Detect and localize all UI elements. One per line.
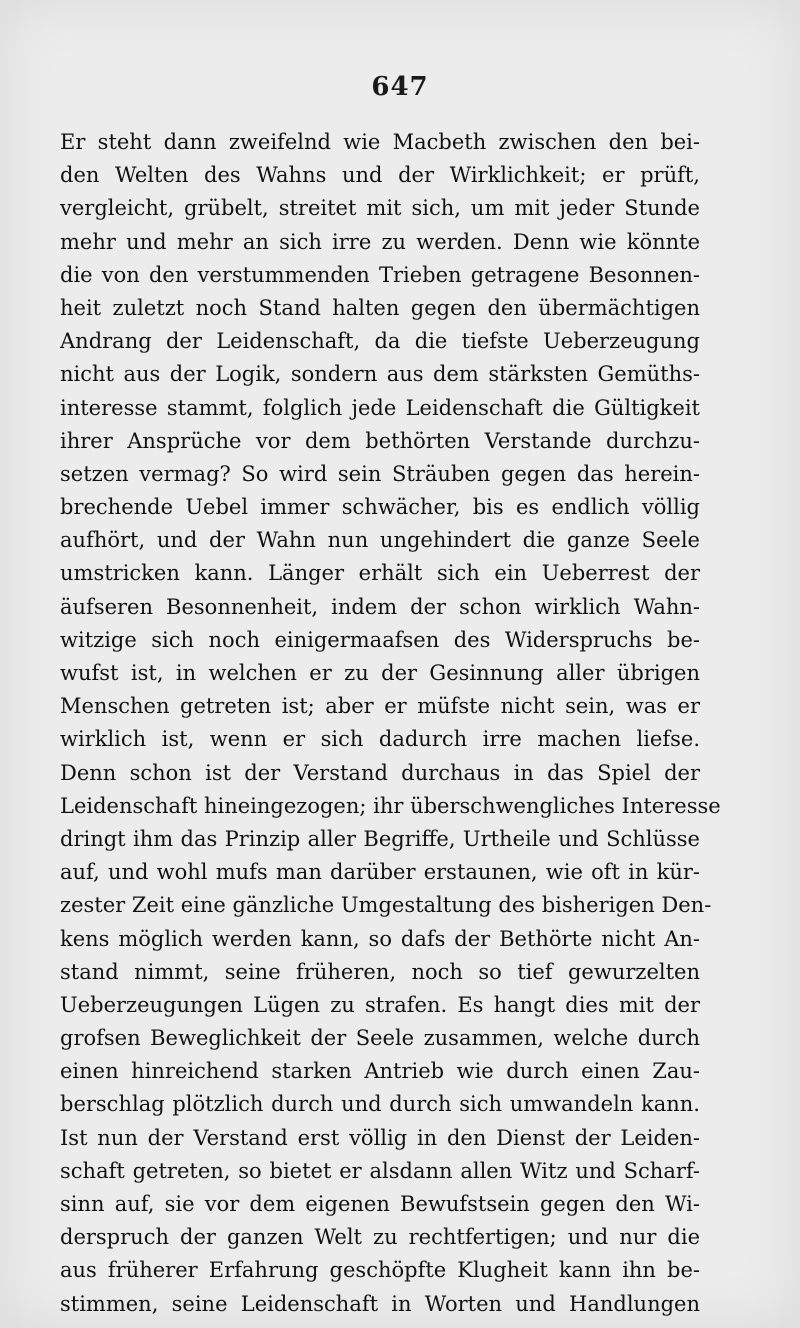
text-line: sinn auf, sie vor dem eigenen Bewufstsein gegen den Wi-: [60, 1192, 700, 1216]
text-line: derspruch der ganzen Welt zu rechtfertigen; und nur die: [60, 1225, 700, 1250]
text-line: wufst ist, in welchen er zu der Gesinnung aller übrigen: [60, 661, 700, 685]
text-line: auf, und wohl mufs man darüber erstaunen, wie oft in kür-: [60, 860, 700, 885]
text-line: Menschen getreten ist; aber er müfste nicht sein, was er: [60, 694, 700, 719]
text-line: ihrer Ansprüche vor dem bethörten Verstande durchzu-: [60, 428, 700, 453]
text-line: umstricken kann. Länger erhält sich ein Ueberrest der: [60, 561, 700, 586]
text-line: Andrang der Leidenschaft, da die tiefste Ueberzeugung: [60, 329, 700, 354]
text-line: brechende Uebel immer schwächer, bis es endlich völlig: [60, 495, 700, 520]
text-line: grofsen Beweglichkeit der Seele zusammen, welche durch: [60, 1026, 700, 1051]
text-line: äufseren Besonnenheit, indem der schon wirklich Wahn-: [60, 594, 700, 619]
text-line: kens möglich werden kann, so dafs der Bethörte nicht An-: [60, 926, 700, 951]
text-line: interesse stammt, folglich jede Leidenschaft die Gültigkeit: [60, 395, 700, 420]
text-line: witzige sich noch einigermaafsen des Widerspruchs be-: [60, 627, 700, 652]
text-line: den Welten des Wahns und der Wirklichkeit; er prüft,: [60, 163, 700, 188]
text-line: setzen vermag? So wird sein Sträuben gegen das herein-: [60, 461, 700, 486]
text-line: wirklich ist, wenn er sich dadurch irre machen liefse.: [60, 727, 700, 752]
text-line: zester Zeit eine gänzliche Umgestaltung des bisherigen Den-: [60, 893, 712, 918]
text-line: stimmen, seine Leidenschaft in Worten und Handlungen: [60, 1291, 700, 1316]
text-line: vergleicht, grübelt, streitet mit sich, um mit jeder Stunde: [60, 196, 700, 221]
text-line: aus früherer Erfahrung geschöpfte Klugheit kann ihn be-: [60, 1258, 700, 1283]
text-line: mehr und mehr an sich irre zu werden. Denn wie könnte: [60, 229, 700, 254]
text-line: Ist nun der Verstand erst völlig in den Dienst der Leiden-: [60, 1125, 700, 1150]
text-line: dringt ihm das Prinzip aller Begriffe, Urtheile und Schlüsse: [60, 826, 700, 851]
text-line: berschlag plötzlich durch und durch sich umwandeln kann.: [60, 1092, 700, 1117]
text-line: Denn schon ist der Verstand durchaus in das Spiel der: [60, 760, 700, 785]
text-line: einen hinreichend starken Antrieb wie durch einen Zau-: [60, 1059, 700, 1084]
text-line: die von den verstummenden Trieben getragene Besonnen-: [60, 262, 700, 287]
text-line: stand nimmt, seine früheren, noch so tief gewurzelten: [60, 959, 700, 984]
text-line: heit zuletzt noch Stand halten gegen den übermächtigen: [60, 295, 700, 320]
text-line: Er steht dann zweifelnd wie Macbeth zwischen den bei-: [60, 130, 700, 154]
text-line: schaft getreten, so bietet er alsdann allen Witz und Scharf-: [60, 1158, 700, 1183]
page-number: 647: [371, 72, 429, 102]
text-line: Leidenschaft hineingezogen; ihr überschwengliches Interesse: [60, 793, 721, 818]
text-line: aufhört, und der Wahn nun ungehindert die ganze Seele: [60, 528, 700, 553]
text-line: nicht aus der Logik, sondern aus dem stärksten Gemüths-: [60, 362, 700, 387]
body-text: [60, 126, 721, 1321]
text-line: Ueberzeugungen Lügen zu strafen. Es hangt dies mit der: [60, 992, 700, 1017]
